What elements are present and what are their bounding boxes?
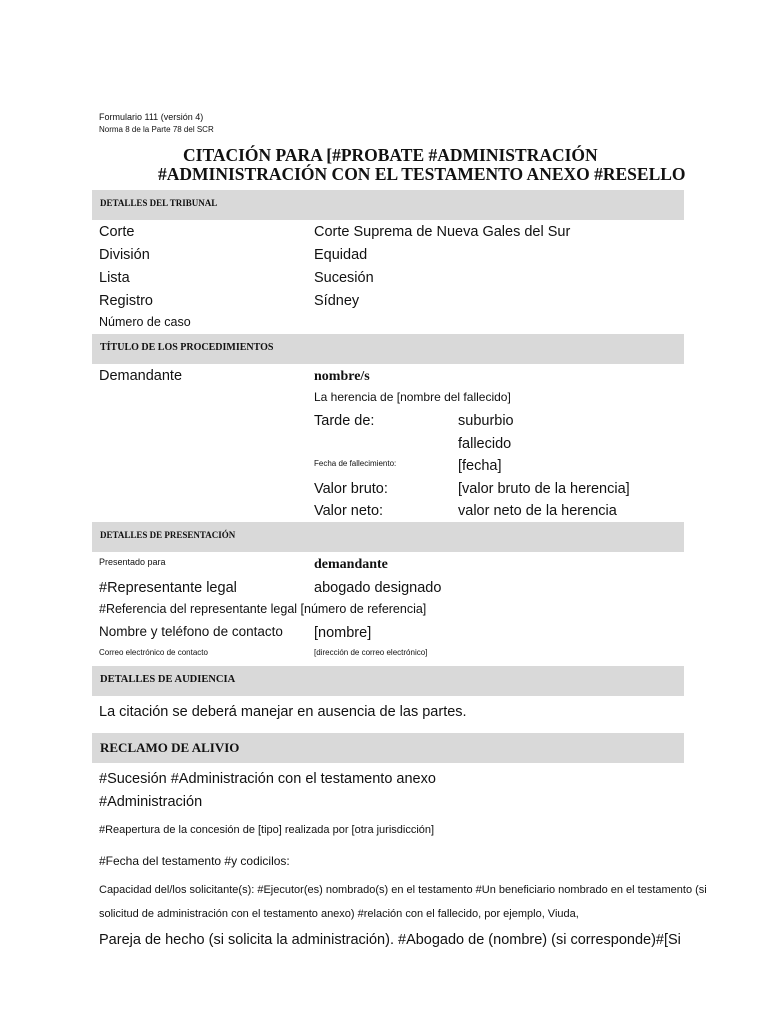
- division-value: Equidad: [314, 247, 368, 263]
- relief-line-1: #Sucesión #Administración con el testamento anexo: [99, 771, 436, 787]
- plaintiff-label: Demandante: [99, 368, 183, 384]
- legal-rep-value: abogado designado: [314, 580, 442, 596]
- gross-value-label: Valor bruto:: [314, 481, 388, 497]
- section-heading-label: DETALLES DE AUDIENCIA: [100, 674, 236, 685]
- legal-rep-reference: #Referencia del representante legal [número de referencia]: [99, 602, 427, 616]
- hearing-text: La citación se deberá manejar en ausencia de las partes.: [99, 704, 467, 720]
- relief-line-4: #Fecha del testamento #y codicilos:: [99, 854, 290, 868]
- list-label: Lista: [99, 270, 130, 286]
- relief-line-2: #Administración: [99, 794, 203, 810]
- contact-name-label: Nombre y teléfono de contacto: [99, 624, 283, 639]
- legal-rep-label: #Representante legal: [99, 580, 237, 596]
- division-label: División: [99, 247, 150, 263]
- section-heading-relief: [92, 733, 684, 763]
- deceased-value: fallecido: [458, 436, 512, 452]
- contact-email-value: [dirección de correo electrónico]: [314, 648, 428, 657]
- section-heading-proceedings: [92, 334, 684, 364]
- estate-line: La herencia de [nombre del fallecido]: [314, 390, 511, 404]
- rule-reference: Norma 8 de la Parte 78 del SCR: [99, 125, 214, 134]
- net-value-label: Valor neto:: [314, 503, 384, 519]
- filed-for-label: Presentado para: [99, 557, 166, 567]
- relief-line-3: #Reapertura de la concesión de [tipo] realizada por [otra jurisdicción]: [99, 824, 435, 836]
- contact-email-label: Correo electrónico de contacto: [99, 648, 208, 657]
- document-title-line-1: CITACIÓN PARA [#PROBATE #ADMINISTRACIÓN: [183, 145, 598, 165]
- form-number: Formulario 111 (versión 4): [99, 112, 204, 122]
- relief-line-7: Pareja de hecho (si solicita la administración). #Abogado de (nombre) (si corresponde)#[Si: [99, 932, 681, 948]
- contact-name-value: [nombre]: [314, 625, 372, 641]
- section-heading-hearing: [92, 666, 684, 696]
- section-heading-label: TÍTULO DE LOS PROCEDIMIENTOS: [100, 342, 274, 353]
- late-of-value: suburbio: [458, 413, 514, 429]
- section-heading-label: RECLAMO DE ALIVIO: [100, 740, 240, 755]
- section-heading-label: DETALLES DE PRESENTACIÓN: [100, 530, 236, 540]
- section-heading-filing: [92, 522, 684, 552]
- document-title-line-2: #ADMINISTRACIÓN CON EL TESTAMENTO ANEXO #RESELLO: [158, 164, 686, 184]
- registry-value: Sídney: [314, 293, 360, 309]
- section-heading-label: DETALLES DEL TRIBUNAL: [100, 198, 218, 208]
- list-value: Sucesión: [314, 270, 374, 286]
- filed-for-value: demandante: [314, 557, 388, 572]
- registry-label: Registro: [99, 293, 153, 309]
- relief-line-6: solicitud de administración con el testamento anexo) #relación con el fallecido, por ejemplo, Viuda,: [99, 908, 579, 920]
- plaintiff-value: nombre/s: [314, 369, 370, 384]
- gross-value: [valor bruto de la herencia]: [458, 481, 630, 497]
- relief-line-5: Capacidad del/los solicitante(s): #Ejecutor(es) nombrado(s) en el testamento #Un beneficiario nombrado en el testamento (si: [99, 884, 707, 896]
- court-label: Corte: [99, 224, 135, 240]
- net-value: valor neto de la herencia: [458, 503, 617, 519]
- death-date-value: [fecha]: [458, 458, 502, 474]
- court-value: Corte Suprema de Nueva Gales del Sur: [314, 224, 571, 240]
- section-heading-court-details: [92, 190, 684, 220]
- death-date-label: Fecha de fallecimiento:: [314, 459, 397, 468]
- case-number-label: Número de caso: [99, 315, 191, 329]
- late-of-label: Tarde de:: [314, 413, 375, 429]
